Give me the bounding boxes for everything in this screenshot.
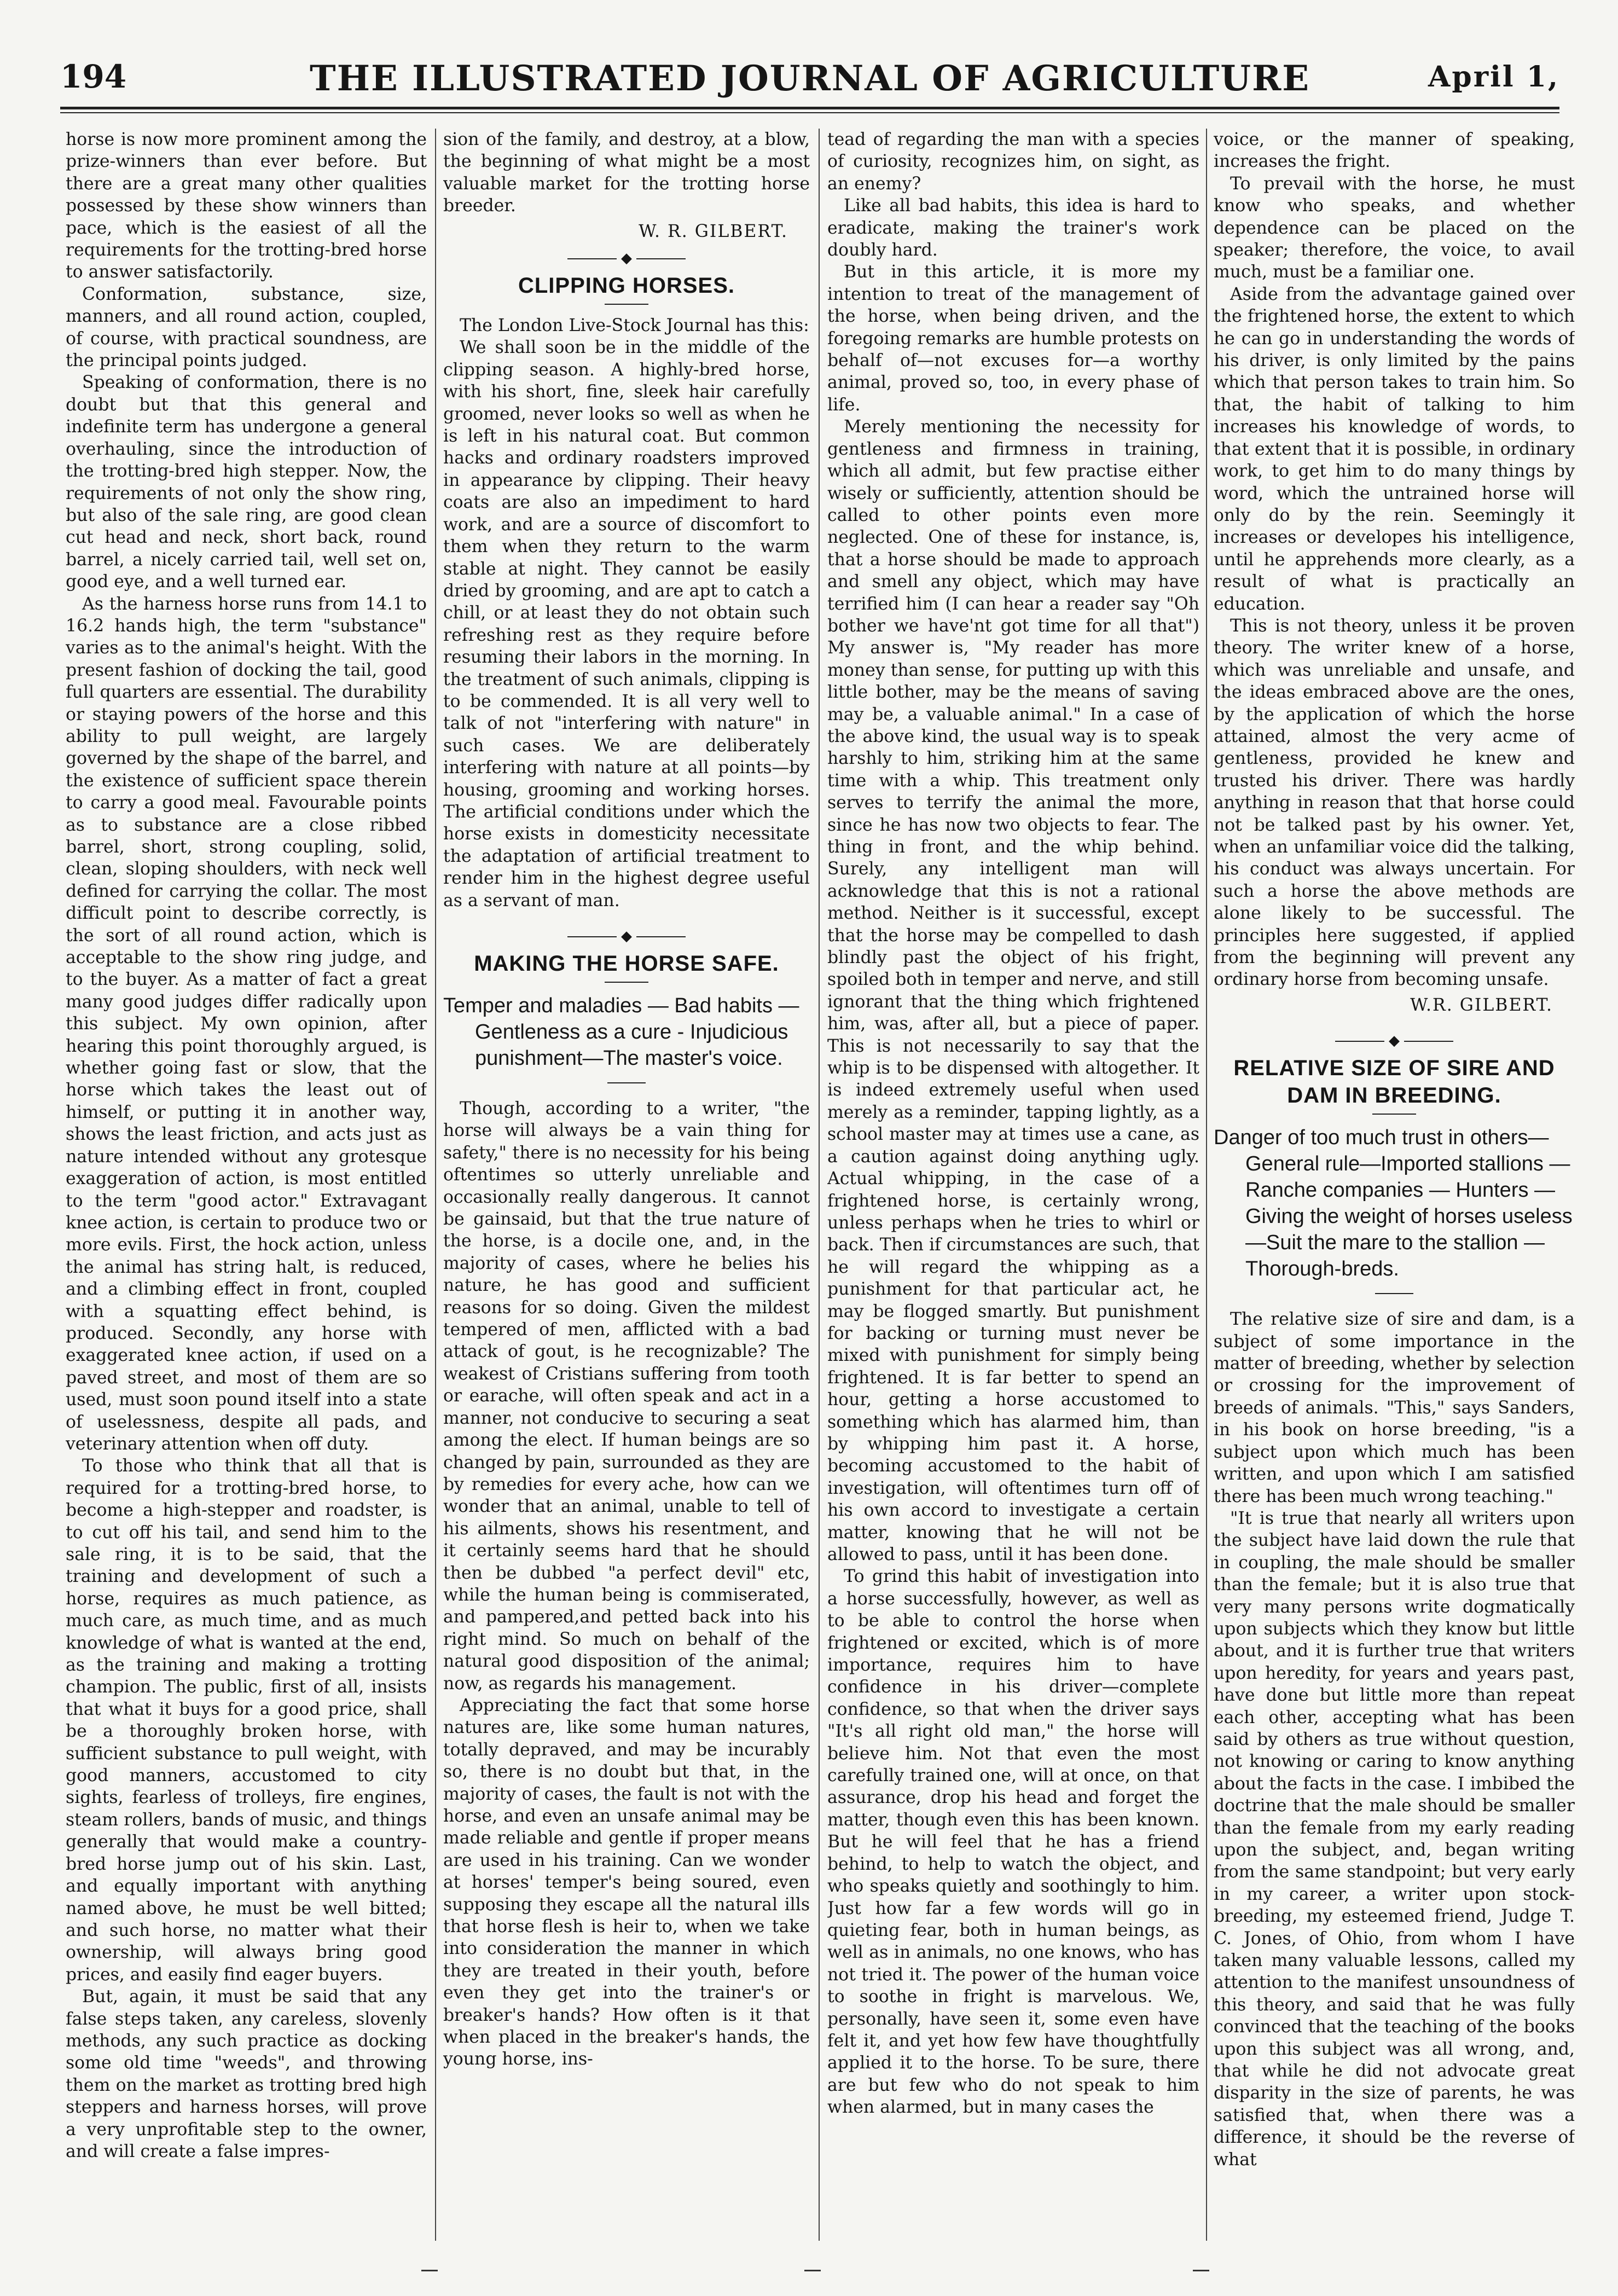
paragraph: voice, or the manner of speaking, increases the fright. bbox=[1214, 130, 1575, 172]
paragraph: To grind this habit of investigation into a horse successfully, however, as well as to be able to control the horse when frightened or excited, which is of more importance, requires him to have confidence in his driver—complete confidence, so that when the driver says "It's all right old man," the horse will believe him. Not that even the most carefully trained one, will at once, on that assurance, drop his head and forget the matter, though even this has been known. But he will feel that he has a friend behind, to help to watch the object, and who speaks quietly and soothingly to him. Just how far a few words will go in quieting fear, both in human beings, as well as in animals, no one knows, who has not tried it. The power of the human voice to soothe in fright is marvelous. We, personally, have seen it, some even have felt it, and yet how few have thoughtfully applied it to the horse. To be sure, there are but few who do not speak to him when alarmed, but in many cases the bbox=[827, 1567, 1199, 2118]
subheading-line: Gentleness as a cure - Injudicious bbox=[475, 1021, 788, 1043]
paragraph: The London Live-Stock Journal has this: bbox=[460, 316, 809, 336]
paragraph: Speaking of conformation, there is no doubt but that this general and indefinite term has undergone a general overhauling, since the introduction of the trotting-bred high stepper. Now, the requirements of not only the show ring, but also of the sale ring, are good clean cut head and neck, short back, round barrel, a nicely carried tail, well set on, good eye, and a well turned ear. bbox=[66, 373, 427, 592]
header-rule-thin bbox=[60, 112, 1559, 113]
author-signature: W.R. GILBERT. bbox=[1410, 995, 1553, 1015]
paragraph: Appreciating the fact that some horse natures are, like some human natures, totally depraved, and may be incurably so, there is no doubt but that, in the majority of cases, the fault is not with the horse, and even an unsafe animal may be made reliable and gentle if proper means are used in his training. Can we wonder at horses' temper's being soured, even supposing they escape all the natural ills that horse flesh is heir to, when we take into consideration the manner in which they are treated in their youth, before even they get into the trainer's or breaker's hands? How often is it that when placed in the breaker's hands, the young horse, ins- bbox=[443, 1695, 810, 2069]
column-divider bbox=[819, 129, 820, 2241]
subheading-rule bbox=[607, 1082, 646, 1083]
article-heading: CLIPPING HORSES. bbox=[518, 274, 735, 298]
author-signature: W. R. GILBERT. bbox=[639, 221, 788, 241]
page-header bbox=[60, 55, 1559, 109]
subheading-line: Giving the weight of horses useless bbox=[1245, 1205, 1573, 1228]
paragraph: Though, according to a writer, "the horse will always be a vain thing for safety," there is no necessity for his being oftentimes so utterly unreliable and occasionally really dangerous. It cannot be gainsaid, but that the true nature of the horse, is a docile one, and, in the majority of cases, where he belies his nature, he has good and sufficient reasons for so doing. Given the mildest tempered of men, afflicted with a bad attack of gout, is he recognizable? The weakest of Cristians suffering from tooth or earache, will often speak and act in a manner, not conducive to securing a seat among the elect. If human beings are so changed by pain, surrounded as they are by remedies for every ache, how can we wonder that an animal, unable to tell of his ailments, shows his resentment, and it certainly seems hard that he should then be dubbed "a perfect devil" etc, while the human being is commiserated, and pampered,and petted back into his right mind. So much on behalf of the natural good disposition of the animal; now, as regards his management. bbox=[443, 1099, 810, 1694]
print-mark bbox=[804, 2270, 821, 2271]
journal-title: THE ILLUSTRATED JOURNAL OF AGRICULTURE bbox=[309, 58, 1310, 99]
heading-rule bbox=[1372, 1114, 1416, 1115]
subheading-line: Danger of too much trust in others— bbox=[1214, 1126, 1549, 1150]
paragraph: We shall soon be in the middle of the clipping season. A highly-bred horse, with his short, fine, sleek hair carefully groomed, never looks so well as when he is left in his natural coat. But common hacks and ordinary roadsters improved in appearance by clipping. Their heavy coats are also an impediment to hard work, and are a source of discomfort to them when they return to the warm stable at night. They cannot be easily dried by grooming, and are apt to catch a chill, or at least they do not obtain such refreshing rest as they require before resuming their labors in the morning. In the treatment of such animals, clipping is to be commended. It is all very well to talk of not "interfering with nature" in such cases. We are deliberately interfering with nature at all points—by housing, grooming and working horses. The artificial conditions under which the horse exists in domesticity necessitate the adaptation of artificial treatment to render him in the highest degree useful as a servant of man. bbox=[443, 338, 810, 911]
heading-rule bbox=[605, 982, 648, 983]
subheading-rule bbox=[1375, 1293, 1413, 1294]
paragraph: But in this article, it is more my intention to treat of the management of the horse, when being driven, and the foregoing remarks are humble protests on behalf of—not excuses for—a worthy animal, proved so, too, in every phase of life. bbox=[827, 262, 1199, 415]
column-4 bbox=[1214, 129, 1575, 2235]
issue-date: April 1, bbox=[1428, 60, 1559, 94]
subheading-line: Temper and maladies — Bad habits — bbox=[443, 994, 799, 1017]
subheading-line: Ranche companies — Hunters — bbox=[1245, 1179, 1556, 1202]
paragraph: To prevail with the horse, he must know who speaks, and whether dependence can be placed on the speaker; therefore, the voice, to avail much, must be a familiar one. bbox=[1214, 173, 1575, 282]
paragraph: Aside from the advantage gained over the frightened horse, the extent to which he can go in understanding the words of his driver, is only limited by the pains which that person takes to train him. So that, the habit of talking to him increases his knowledge of words, to that extent that it is possible, in ordinary work, to get him to do many things by word, which the untrained horse will only do by the rein. Seemingly it increases or developes his intelligence, until he apprehends more clearly, as a result of what is practically an education. bbox=[1214, 284, 1575, 614]
print-mark bbox=[421, 2270, 438, 2271]
paragraph: tead of regarding the man with a species of curiosity, recognizes him, on sight, as an enemy? bbox=[827, 130, 1199, 194]
paragraph: But, again, it must be said that any false steps taken, any careless, slovenly methods, any such practice as docking some old time "weeds", and throwing them on the market as trotting bred high steppers and harness horses, will prove a very unprofitable step to the owner, and will create a false impres- bbox=[66, 1987, 427, 2161]
article-subheading bbox=[443, 993, 810, 1071]
header-rule bbox=[60, 107, 1559, 109]
column-divider bbox=[435, 129, 436, 2241]
article-subheading bbox=[1214, 1124, 1575, 1282]
paragraph: To those who think that all that is required for a trotting-bred horse, to become a high-stepper and roadster, is to cut off his tail, and send him to the sale ring, it is to be said, that the training and development of such a horse, requires as much patience, as much care, as much time, and as much knowledge of what is wanted at the end, as the training and making a trotting champion. The public, first of all, insists that what it buys for a good price, shall be a thoroughly broken horse, with sufficient substance to pull weight, with good manners, accustomed to city sights, fearless of trolleys, fire engines, steam rollers, bands of music, and things generally that would make a country-bred horse jump out of his skin. Last, and equally important with anything named above, he must be well bitted; and such horse, no matter what their ownership, will always bring good prices, and easily find eager buyers. bbox=[66, 1456, 427, 1985]
column-1 bbox=[66, 129, 427, 2235]
paragraph: horse is now more prominent among the prize-winners than ever before. But there are a great many other qualities possessed by these show winners than pace, which is the easiest of all the requirements for the trotting-bred horse to answer satisfactorily. bbox=[66, 130, 427, 282]
bottom-marks bbox=[0, 2270, 1618, 2281]
print-mark bbox=[1193, 2270, 1209, 2271]
paragraph: Conformation, substance, size, manners, and all round action, coupled, of course, with practical soundness, are the principal points judged. bbox=[66, 284, 427, 371]
paragraph: "It is true that nearly all writers upon the subject have laid down the rule that in coupling, the male should be smaller than the female; but it is also true that very many persons write dogmatically upon subjects which they know but little about, and it is further true that writers upon heredity, for years and years past, have done but little more than repeat each other, accepting what has been said by others as true without question, not knowing or caring to know anything about the facts in the case. I imbibed the doctrine that the male should be smaller than the female from my early reading upon the subject, and, began writing from the same standpoint; but very early in my career, a writer upon stock-breeding, my esteemed friend, Judge T. C. Jones, of Ohio, from whom I have taken many valuable lessons, called my attention to the manifest unsoundness of this theory, and said that he was fully convinced that the teaching of the books upon this subject was all wrong, and, that while he did not advocate great disparity in the size of parents, he was satisfied that, when there was a difference, it should be the reverse of what bbox=[1214, 1508, 1575, 2170]
heading-rule bbox=[605, 304, 648, 305]
paragraph: The relative size of sire and dam, is a subject of some importance in the matter of breeding, whether by selection or crossing for the improvement of breeds of animals. "This," says Sanders, in his book on horse breeding, "is a subject upon which much has been written, and upon which I am satisfied there has been much wrong teaching." bbox=[1214, 1309, 1575, 1506]
article-heading: RELATIVE SIZE OF SIRE AND DAM IN BREEDING. bbox=[1233, 1056, 1555, 1108]
subheading-line: Thorough-breds. bbox=[1245, 1257, 1399, 1281]
subheading-line: General rule—Imported stallions — bbox=[1245, 1152, 1570, 1176]
ornament-divider: ◆ bbox=[443, 928, 810, 944]
paragraph: Merely mentioning the necessity for gentleness and firmness in training, which all admit, but few practise either wisely or sufficiently, attention should be called to other points even more neglected. One of these for instance, is, that a horse should be made to approach and smell any object, which may have terrified him (I can hear a reader say "Oh bother we have'nt got time for all that") My answer is, "My reader has more money than sense, for putting up with this little bother, may be the means of saving may be, a valuable animal." In a case of the above kind, the usual way is to speak harshly to him, striking him at the same time with a whip. This treatment only serves to terrify the animal the more, since he has now two objects to fear. The thing in front, and the whip behind. Surely, any intelligent man will acknowledge that this is not a rational method. Neither is it successful, except that the horse may be compelled to dash blindly past the object of his fright, spoiled both in temper and nerve, and still ignorant that the thing which frightened him, was, after all, but a piece of paper. This is not necessarily to say that the whip is to be dispensed with altogether. It is indeed extremely useful when used merely as a reminder, tapping lightly, as a school master may at times use a cane, as a caution against doing anything ugly. Actual whipping, in the case of a frightened horse, is certainly wrong, unless perhaps when he tries to whirl or back. Then if circumstances are such, that he will regard the whipping as a punishment for that particular act, he may be flogged smartly. But punishment for backing or turning must never be mixed with punishment for simply being frightened. It is far better to spend an hour, getting a horse accustomed to something which has alarmed him, than by whipping him past it. A horse, becoming accustomed to the habit of investigation, will oftentimes turn off of his own accord to investigate a certain matter, knowing that he will not be allowed to pass, until it has been done. bbox=[827, 417, 1199, 1564]
paragraph: This is not theory, unless it be proven theory. The writer knew of a horse, which was unreliable and unsafe, and the ideas embraced above are the ones, by the application of which the horse attained, almost the very acme of gentleness, provided he knew and trusted his driver. There was hardly anything in reason that that horse could not be talked past by his owner. Yet, when an unfamiliar voice did the talking, his conduct was always uncertain. For such a horse the above methods are alone likely to be successful. The principles here suggested, if applied from the beginning will prevent any ordinary horse from becoming unsafe. bbox=[1214, 616, 1575, 990]
paragraph: sion of the family, and destroy, at a blow, the beginning of what might be a most valuable market for the trotting horse breeder. bbox=[443, 130, 810, 216]
page-number: 194 bbox=[60, 58, 127, 95]
subheading-line: punishment—The master's voice. bbox=[475, 1047, 783, 1070]
subheading-line: —Suit the mare to the stallion — bbox=[1245, 1231, 1545, 1255]
column-3 bbox=[827, 129, 1199, 2235]
column-divider bbox=[1206, 129, 1207, 2241]
ornament-divider: ◆ bbox=[443, 250, 810, 266]
column-2 bbox=[443, 129, 810, 2235]
paragraph: Like all bad habits, this idea is hard to eradicate, making the trainer's work doubly hard. bbox=[827, 196, 1199, 260]
article-heading: MAKING THE HORSE SAFE. bbox=[474, 952, 779, 976]
ornament-divider: ◆ bbox=[1214, 1033, 1575, 1049]
paragraph: As the harness horse runs from 14.1 to 16.2 hands high, the term "substance" varies as to the animal's height. With the present fashion of docking the tail, good full quarters are essential. The durability or staying powers of the horse and this ability to pull weight, are largely governed by the shape of the barrel, and the existence of sufficient space therein to carry a good meal. Favourable points as to substance are a close ribbed barrel, short, strong coupling, solid, clean, sloping shoulders, with neck well defined for carrying the collar. The most difficult point to describe correctly, is the sort of all round action, which is acceptable to the show ring judge, and to the buyer. As a matter of fact a great many good judges differ radically upon this subject. My own opinion, after hearing this point thoroughly argued, is whether going fast or slow, that the horse which takes the least out of himself, or putting it in another way, shows the least friction, and acts just as nature intended without any grotesque exaggeration of action, is most entitled to the term "good actor." Extravagant knee action, is certain to produce two or more evils. First, the hock action, unless the animal has string halt, is reduced, and a climbing effect in front, coupled with a squatting effect behind, is produced. Secondly, any horse with exaggerated knee action, if used on a paved street, and most of them are so used, must soon pound itself into a state of uselessness, despite all pads, and veterinary attention when off duty. bbox=[66, 594, 427, 1454]
